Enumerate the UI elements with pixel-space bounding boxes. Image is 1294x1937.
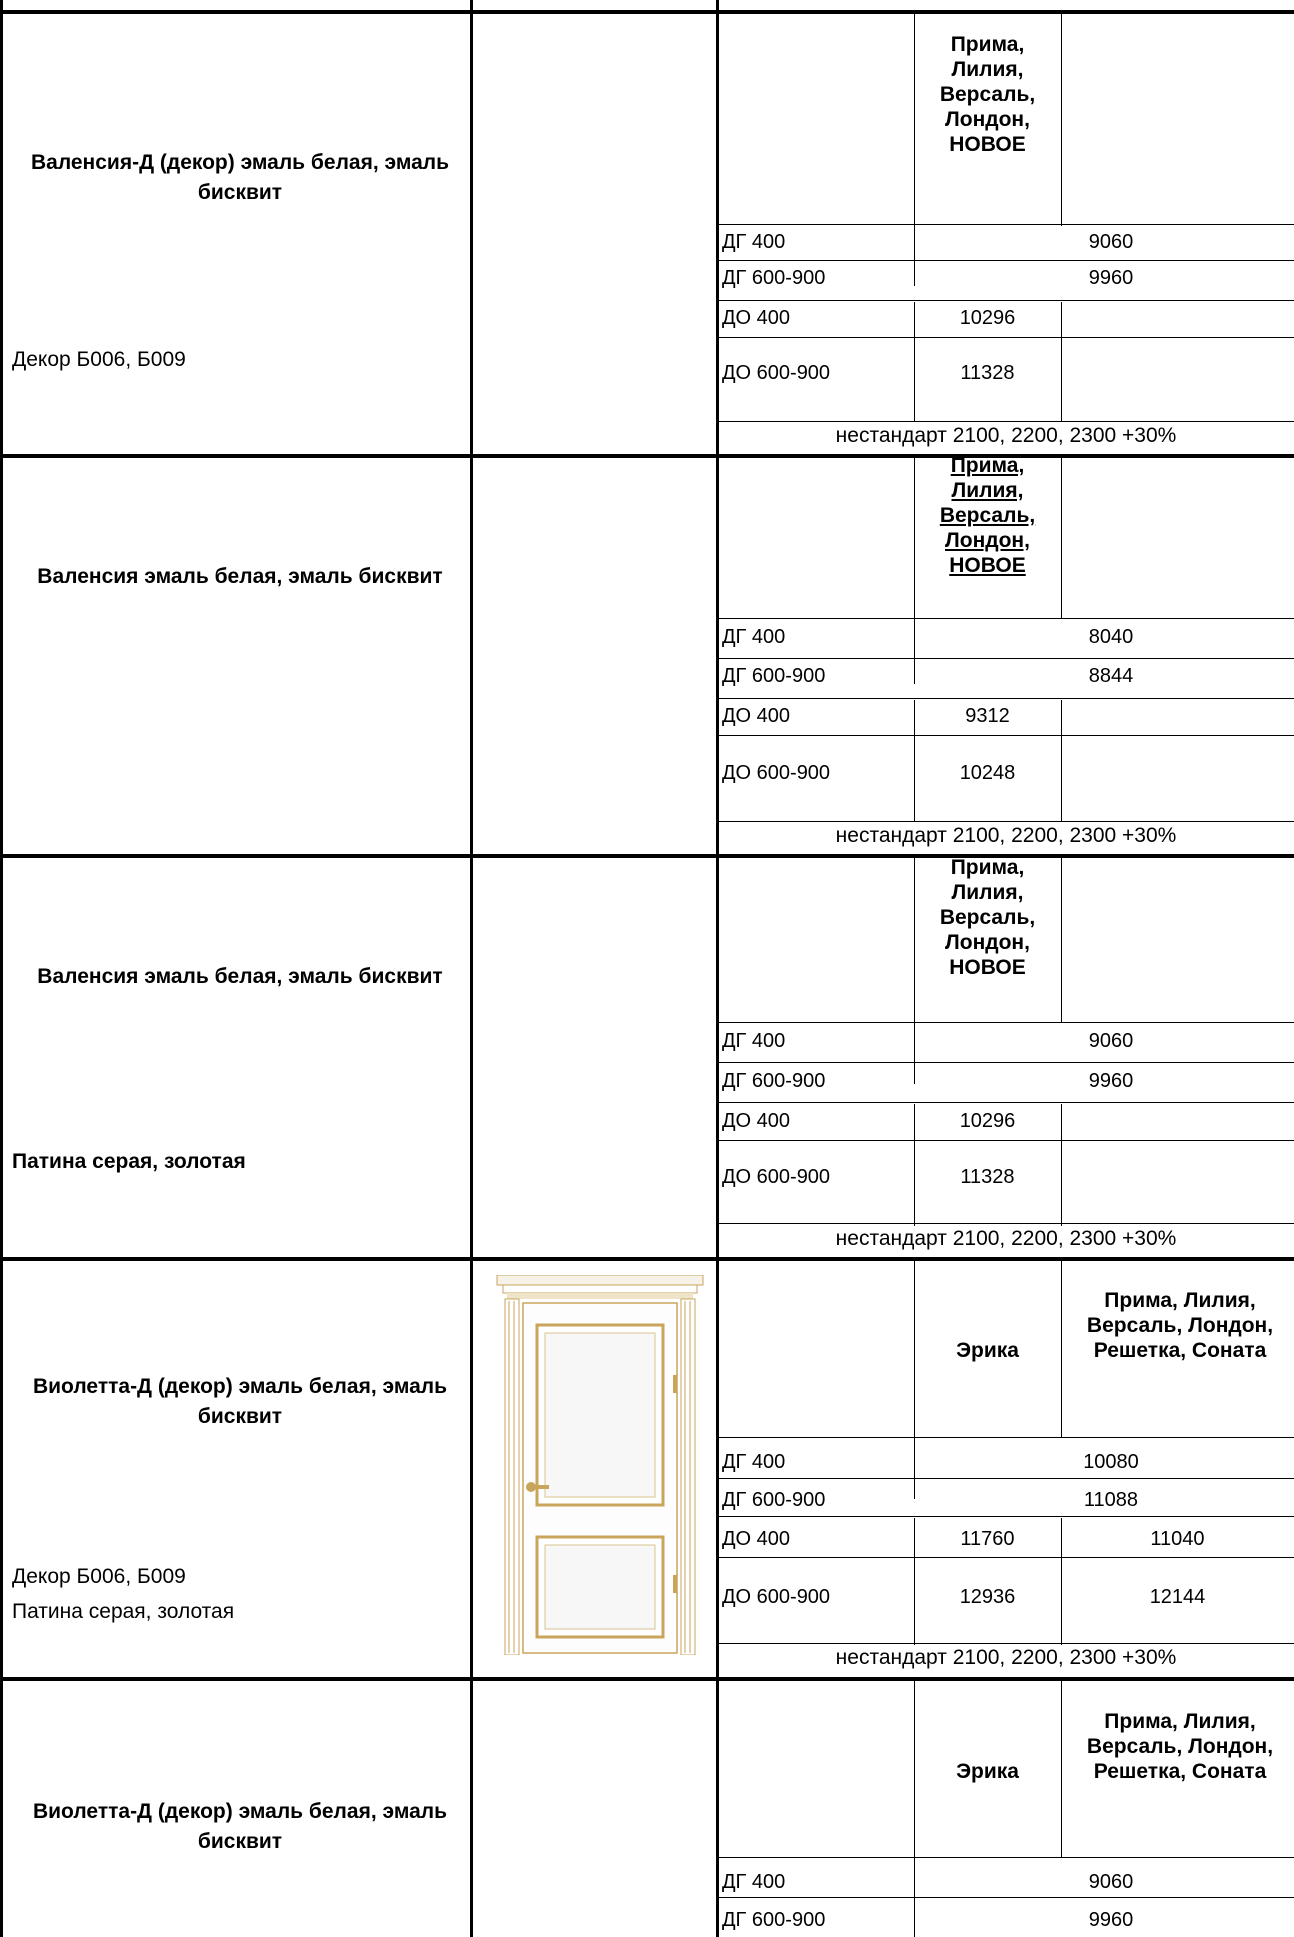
product-subtitle: Патина серая, золотая bbox=[12, 1150, 246, 1173]
table-line bbox=[718, 1437, 1294, 1438]
table-line bbox=[718, 1140, 1294, 1141]
price-value: 9960 bbox=[1088, 1909, 1134, 1931]
column-header: Эрика bbox=[956, 1339, 1019, 1362]
table-line bbox=[718, 735, 1294, 736]
table-line bbox=[718, 1223, 1294, 1224]
door-icon bbox=[495, 1275, 705, 1655]
row-name: ДГ 400 bbox=[722, 1030, 786, 1052]
block-separator bbox=[0, 10, 1294, 14]
size-note: нестандарт 2100, 2200, 2300 +30% bbox=[835, 1646, 1177, 1669]
table-line bbox=[1061, 302, 1062, 422]
table-line bbox=[914, 1681, 915, 1937]
price-value: 11328 bbox=[960, 362, 1015, 384]
table-line bbox=[1061, 14, 1062, 226]
price-value: 10248 bbox=[959, 762, 1016, 784]
table-line bbox=[718, 421, 1294, 422]
column-header: Прима, Лилия, Версаль, Лондон, Решетка, Соната bbox=[1086, 1710, 1274, 1783]
grid-line bbox=[0, 0, 3, 1937]
product-title: Валенсия-Д (декор) эмаль белая, эмаль бисквит bbox=[30, 151, 450, 204]
row-name: ДО 400 bbox=[722, 1528, 791, 1550]
price-value: 11088 bbox=[1083, 1489, 1139, 1511]
block-separator bbox=[0, 1677, 1294, 1681]
table-line bbox=[718, 1643, 1294, 1644]
table-line bbox=[718, 337, 1294, 338]
row-name: ДГ 600-900 bbox=[722, 267, 826, 289]
price-value: 11760 bbox=[960, 1528, 1015, 1550]
row-name: ДГ 600-900 bbox=[722, 1489, 826, 1511]
block-separator bbox=[0, 854, 1294, 858]
price-value: 12144 bbox=[1149, 1586, 1206, 1608]
table-line bbox=[718, 1557, 1294, 1558]
table-line bbox=[718, 300, 1294, 301]
table-line bbox=[1061, 1104, 1062, 1226]
size-note: нестандарт 2100, 2200, 2300 +30% bbox=[835, 1227, 1177, 1250]
product-title: Валенсия эмаль белая, эмаль бисквит bbox=[37, 565, 443, 588]
table-line bbox=[718, 1897, 1294, 1898]
block-separator bbox=[0, 454, 1294, 458]
table-line bbox=[718, 698, 1294, 699]
column-header: Прима, Лилия, Версаль, Лондон, НОВОЕ bbox=[939, 454, 1036, 577]
row-name: ДО 600-900 bbox=[722, 362, 831, 384]
row-name: ДГ 400 bbox=[722, 1451, 786, 1473]
table-line bbox=[718, 1062, 1294, 1063]
table-line bbox=[718, 1022, 1294, 1023]
table-line bbox=[718, 224, 1294, 225]
row-name: ДО 600-900 bbox=[722, 1166, 831, 1188]
price-value: 10296 bbox=[959, 307, 1016, 329]
price-value: 9060 bbox=[1088, 1871, 1134, 1893]
price-value: 9960 bbox=[1088, 1070, 1134, 1092]
price-value: 9060 bbox=[1088, 1030, 1134, 1052]
price-value: 10080 bbox=[1083, 1451, 1139, 1473]
table-line bbox=[718, 1857, 1294, 1858]
table-line bbox=[718, 618, 1294, 619]
row-name: ДО 600-900 bbox=[722, 1586, 831, 1608]
table-line bbox=[718, 658, 1294, 659]
product-title: Виолетта-Д (декор) эмаль белая, эмаль бисквит bbox=[32, 1375, 448, 1428]
table-line bbox=[718, 260, 1294, 261]
row-name: ДГ 600-900 bbox=[722, 1070, 826, 1092]
row-name: ДО 400 bbox=[722, 1110, 791, 1132]
product-title: Валенсия эмаль белая, эмаль бисквит bbox=[37, 965, 443, 988]
column-header: Прима, Лилия, Версаль, Лондон, НОВОЕ bbox=[939, 856, 1036, 979]
price-value: 12936 bbox=[959, 1586, 1016, 1608]
product-subtitle: Декор Б006, Б009 bbox=[12, 348, 186, 371]
column-header: Эрика bbox=[956, 1760, 1019, 1783]
table-line bbox=[718, 821, 1294, 822]
price-value: 10296 bbox=[959, 1110, 1016, 1132]
table-line bbox=[914, 1261, 915, 1499]
price-value: 11328 bbox=[960, 1166, 1015, 1188]
price-value: 8040 bbox=[1088, 626, 1134, 648]
table-line bbox=[1061, 1261, 1062, 1437]
price-value: 9960 bbox=[1088, 267, 1134, 289]
row-name: ДГ 600-900 bbox=[722, 665, 826, 687]
row-name: ДО 400 bbox=[722, 307, 791, 329]
row-name: ДО 400 bbox=[722, 705, 791, 727]
table-line bbox=[718, 1516, 1294, 1517]
product-subtitle: Патина серая, золотая bbox=[12, 1600, 235, 1623]
product-title: Виолетта-Д (декор) эмаль белая, эмаль бисквит bbox=[32, 1800, 448, 1853]
row-name: ДГ 400 bbox=[722, 626, 786, 648]
table-line bbox=[1061, 858, 1062, 1022]
row-name: ДО 600-900 bbox=[722, 762, 831, 784]
row-name: ДГ 400 bbox=[722, 231, 786, 253]
size-note: нестандарт 2100, 2200, 2300 +30% bbox=[835, 424, 1177, 447]
table-line bbox=[718, 1102, 1294, 1103]
product-subtitle: Декор Б006, Б009 bbox=[12, 1565, 186, 1588]
table-line bbox=[1061, 458, 1062, 618]
price-value: 11040 bbox=[1150, 1528, 1205, 1550]
size-note: нестандарт 2100, 2200, 2300 +30% bbox=[835, 824, 1177, 847]
block-separator bbox=[0, 1257, 1294, 1261]
row-name: ДГ 400 bbox=[722, 1871, 786, 1893]
table-line bbox=[1061, 1681, 1062, 1857]
row-name: ДГ 600-900 bbox=[722, 1909, 826, 1931]
column-header: Прима, Лилия, Версаль, Лондон, НОВОЕ bbox=[939, 33, 1036, 156]
column-header: Прима, Лилия, Версаль, Лондон, Решетка, Соната bbox=[1086, 1289, 1274, 1362]
grid-line bbox=[470, 0, 473, 1937]
price-value: 9060 bbox=[1088, 231, 1134, 253]
table-line bbox=[1061, 700, 1062, 822]
price-value: 8844 bbox=[1088, 665, 1134, 687]
table-line bbox=[718, 1478, 1294, 1479]
price-value: 9312 bbox=[965, 705, 1010, 727]
